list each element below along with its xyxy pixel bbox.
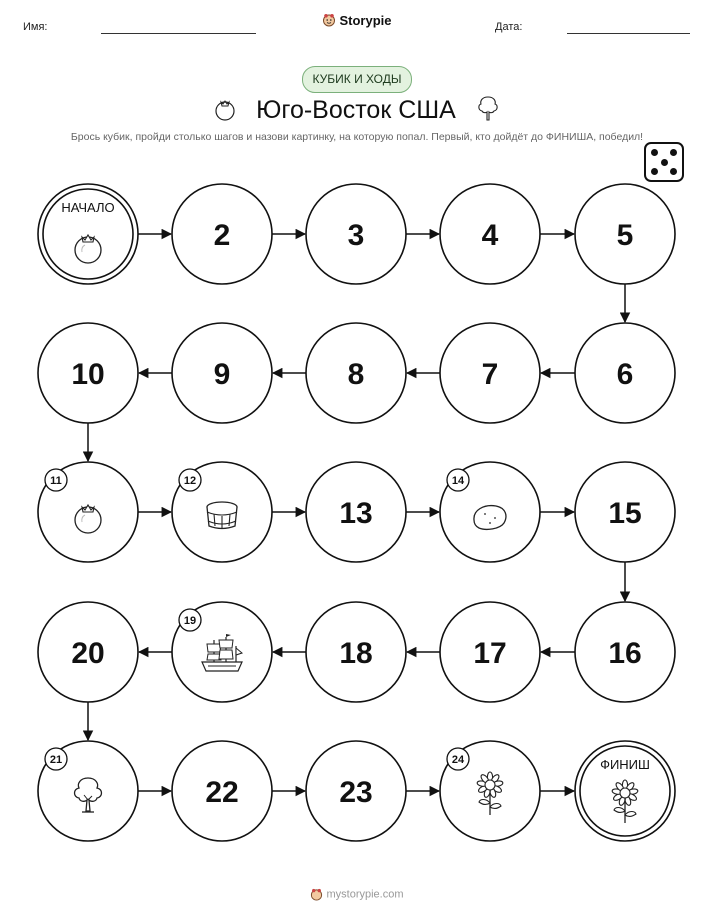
- board-space-5: [575, 184, 675, 284]
- space-number: 15: [608, 497, 642, 530]
- board-space-13: [306, 462, 406, 562]
- board-space-3: [306, 184, 406, 284]
- space-number: 7: [481, 358, 499, 391]
- board-space-14: [440, 462, 540, 562]
- space-number: 22: [205, 776, 239, 809]
- space-number: 3: [347, 219, 365, 252]
- space-number: 14: [451, 475, 465, 487]
- board-space-9: [172, 323, 272, 423]
- board-space-8: [306, 323, 406, 423]
- board-space-23: [306, 741, 406, 841]
- space-number: 8: [347, 358, 365, 391]
- board-space-10: [38, 323, 138, 423]
- space-number: 20: [71, 637, 105, 670]
- space-number: 21: [49, 754, 63, 766]
- finish-space: [575, 741, 675, 841]
- title-text: Юго-Восток США: [256, 96, 456, 124]
- space-number: 17: [473, 637, 507, 670]
- footer-url: mystorypie.com: [326, 888, 404, 901]
- potato-icon: [474, 506, 506, 530]
- board-space-20: [38, 602, 138, 702]
- space-number: 24: [451, 754, 465, 766]
- instructions: Брось кубик, пройди столько шагов и назови картинку, на которую попал. Первый, кто дойдёт до ФИНИША, победил!: [70, 131, 644, 143]
- space-number: 9: [213, 358, 231, 391]
- footer: [0, 888, 714, 901]
- space-number: 10: [71, 358, 105, 391]
- space-number: 12: [183, 475, 197, 487]
- board-space-16: [575, 602, 675, 702]
- space-number: 18: [339, 637, 373, 670]
- board-space-11: [38, 462, 138, 562]
- board-space-4: [440, 184, 540, 284]
- start-space: [38, 184, 138, 284]
- drum-icon: [207, 502, 237, 529]
- game-type-badge: КУБИК И ХОДЫ: [302, 66, 412, 93]
- board-space-15: [575, 462, 675, 562]
- space-number: 19: [183, 615, 197, 627]
- date-label: Дата:: [495, 21, 523, 33]
- space-number: 2: [213, 219, 231, 252]
- storypie-logo-icon: [310, 888, 323, 901]
- space-number: 11: [50, 475, 62, 487]
- board-space-21: [38, 741, 138, 841]
- space-number: 23: [339, 776, 373, 809]
- board-space-17: [440, 602, 540, 702]
- board-space-6: [575, 323, 675, 423]
- start-label: НАЧАЛО: [61, 200, 115, 215]
- name-label: Имя:: [23, 21, 48, 33]
- board-space-7: [440, 323, 540, 423]
- board-space-22: [172, 741, 272, 841]
- board-space-18: [306, 602, 406, 702]
- board-space-2: [172, 184, 272, 284]
- board-space-24: [440, 741, 540, 841]
- space-number: 5: [616, 219, 634, 252]
- space-number: 16: [608, 637, 642, 670]
- finish-label: ФИНИШ: [600, 757, 650, 772]
- board-space-19: [172, 602, 272, 702]
- space-number: 6: [616, 358, 634, 391]
- space-number: 4: [481, 219, 499, 252]
- space-number: 13: [339, 497, 373, 530]
- brand-name: Storypie: [339, 13, 392, 28]
- board-space-12: [172, 462, 272, 562]
